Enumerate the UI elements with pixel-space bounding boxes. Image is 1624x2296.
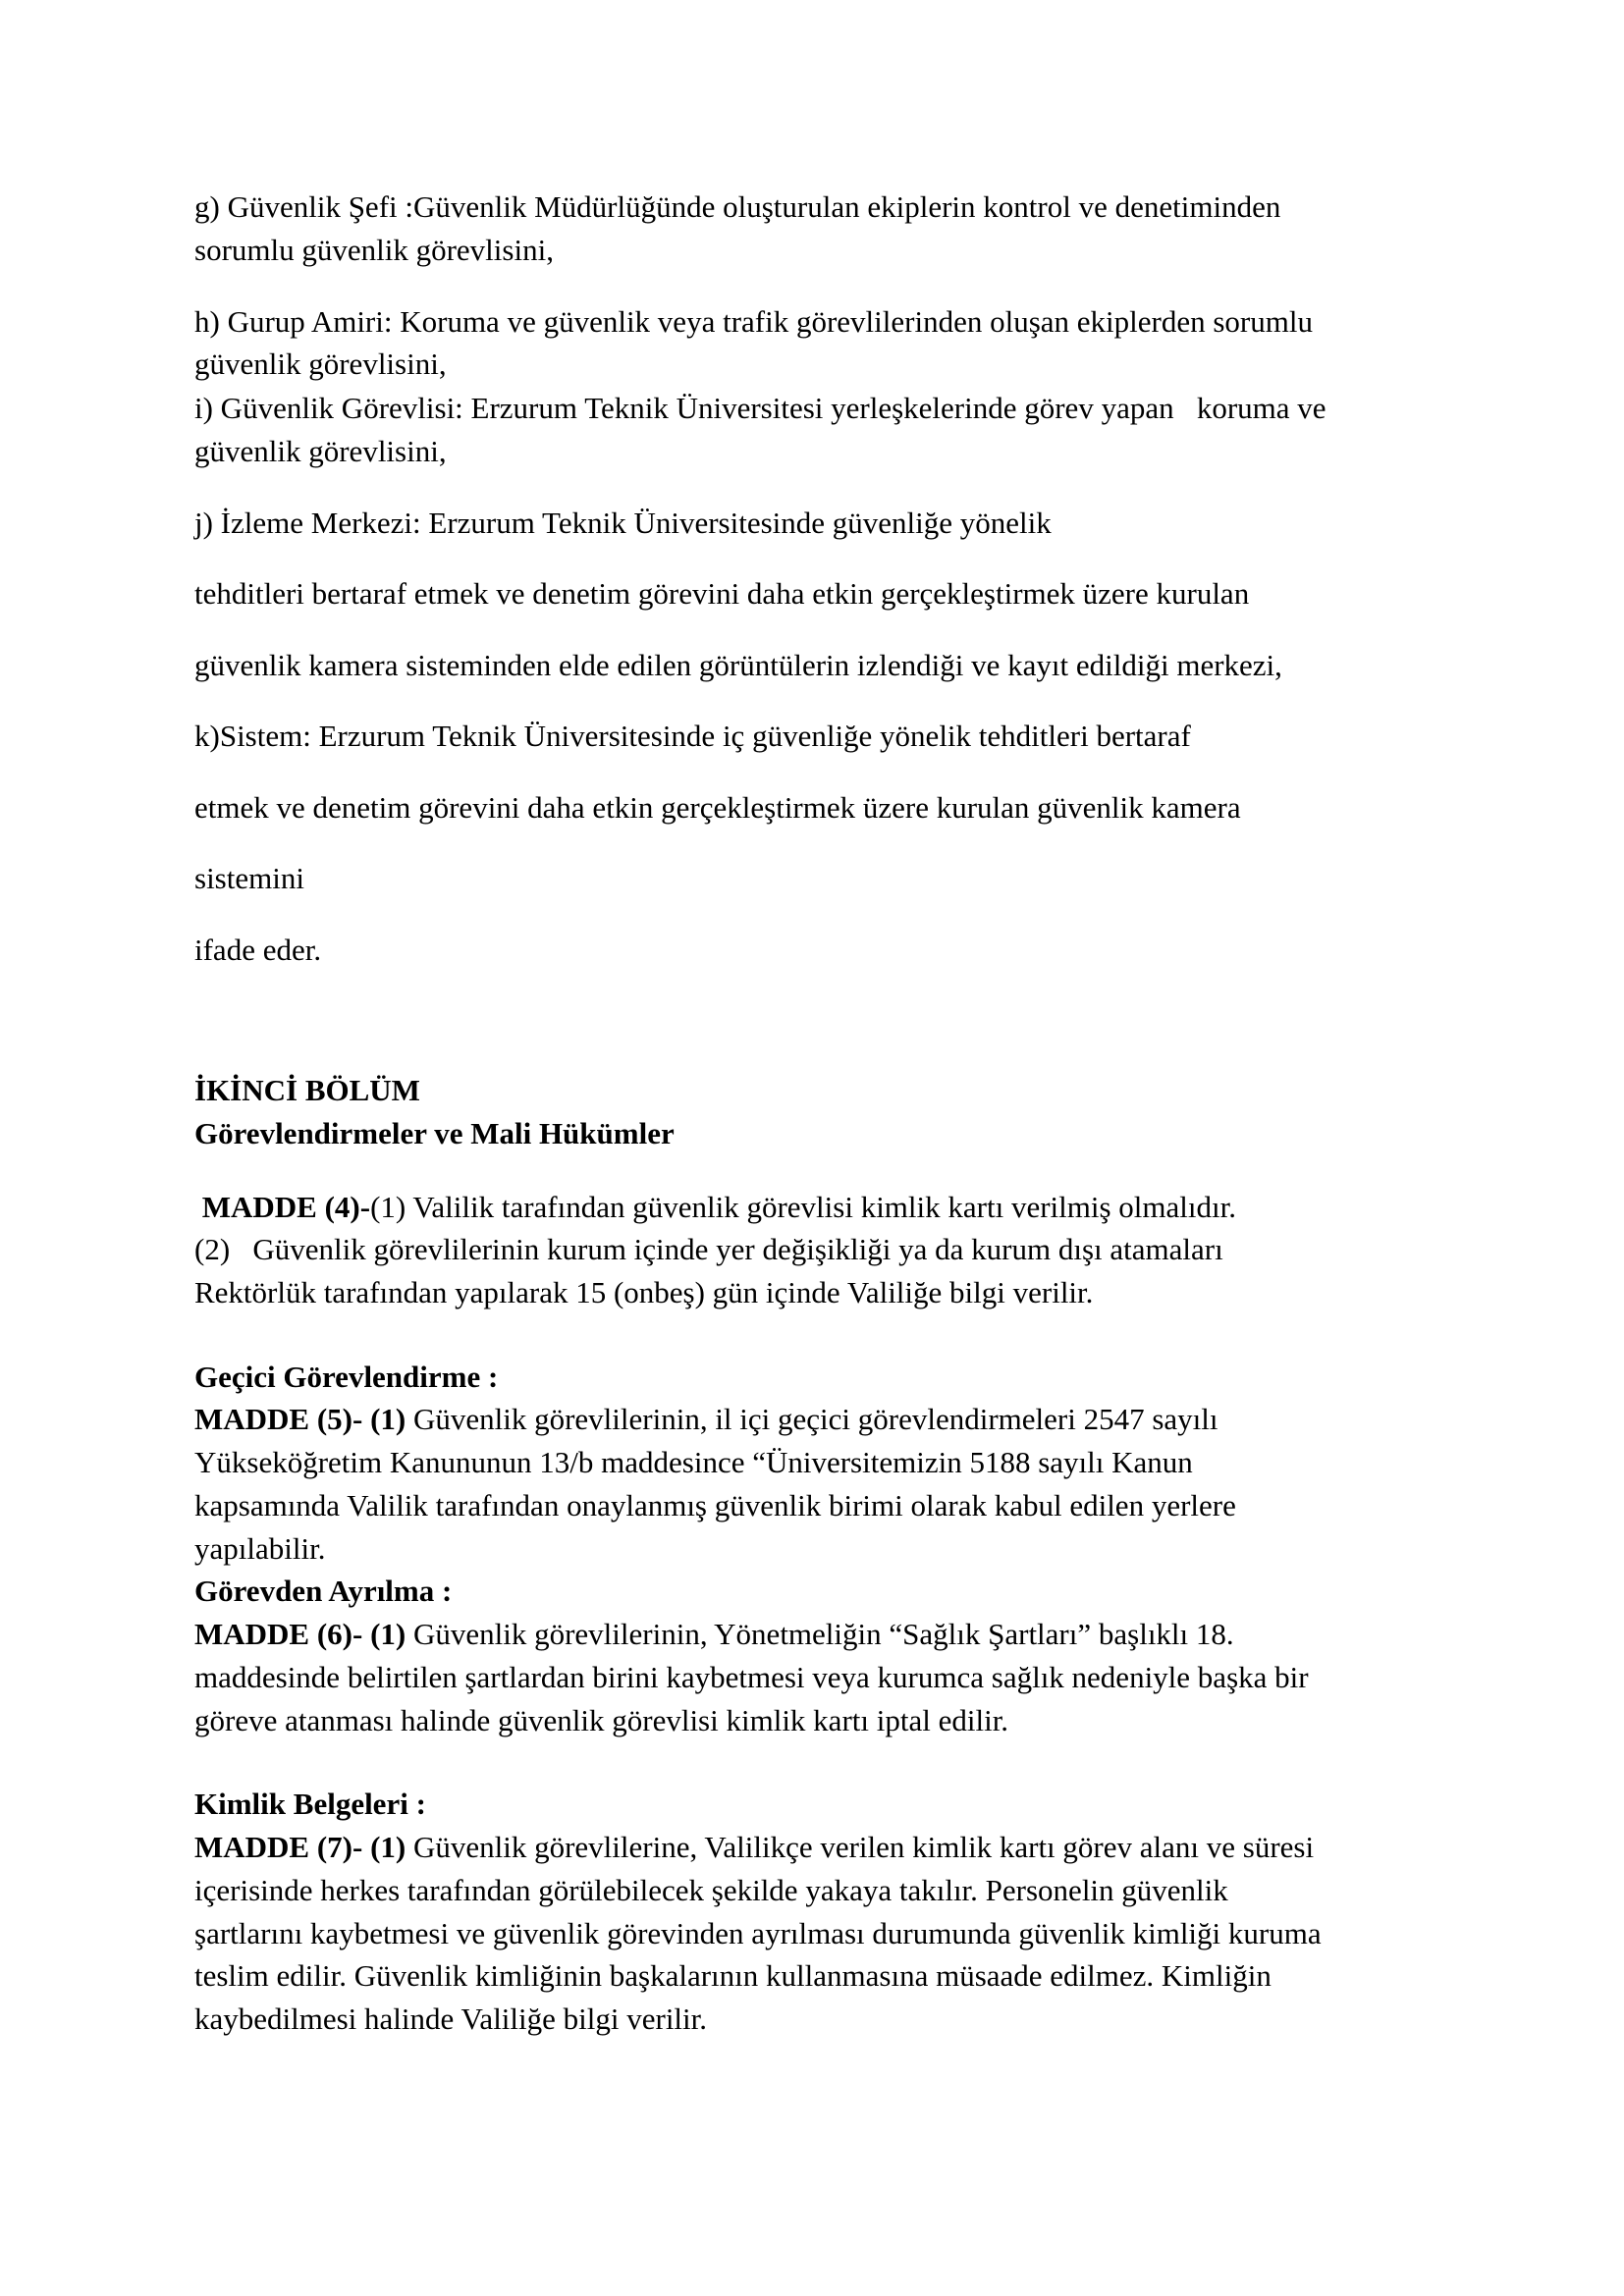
definition-g-line-1: g) Güvenlik Şefi :Güvenlik Müdürlüğünde oluşturulan ekiplerin kontrol ve denetiminden [194,189,1281,224]
definition-k-line-2: etmek ve denetim görevini daha etkin gerçekleştirmek üzere kurulan güvenlik kamera [194,790,1241,825]
article-7-label: MADDE (7)- (1) [194,1830,406,1864]
definition-h-line-1: h) Gurup Amiri: Koruma ve güvenlik veya trafik görevlilerinden oluşan ekiplerden sorumlu [194,304,1313,339]
article-7-line-2: içerisinde herkes tarafından görülebilecek şekilde yakaya takılır. Personelin güvenlik [194,1873,1228,1907]
definitions-closing: ifade eder. [194,933,322,967]
definition-k-line-1: k)Sistem: Erzurum Teknik Üniversitesinde iç güvenliğe yönelik tehditleri bertaraf [194,719,1191,753]
article-5-line-4: yapılabilir. [194,1531,326,1566]
article-5-line-3: kapsamında Valilik tarafından onaylanmış güvenlik birimi olarak kabul edilen yerlere [194,1488,1236,1522]
article-5-line-2: Yükseköğretim Kanununun 13/b maddesince “Üniversitemizin 5188 sayılı Kanun [194,1445,1193,1479]
article-6-heading: Görevden Ayrılma : [194,1574,453,1608]
definition-i-line-1: i) Güvenlik Görevlisi: Erzurum Teknik Üniversitesi yerleşkelerinde görev yapan koruma ve [194,391,1326,425]
article-6-text: Güvenlik görevlilerinin, Yönetmeliğin “Sağlık Şartları” başlıklı 18. [406,1617,1234,1651]
article-7-line-3: şartlarını kaybetmesi ve güvenlik görevinden ayrılması durumunda güvenlik kimliği kuruma [194,1916,1322,1950]
definition-k-line-3: sistemini [194,861,304,895]
chapter-title: İKİNCİ BÖLÜM [194,1073,420,1107]
definition-g-line-2: sorumlu güvenlik görevlisini, [194,233,554,267]
article-6-line-2: maddesinde belirtilen şartlardan birini kaybetmesi veya kurumca sağlık nedeniyle başka bir [194,1660,1309,1694]
article-7-line-4: teslim edilir. Güvenlik kimliğinin başkalarının kullanmasına müsaade edilmez. Kimliğin [194,1958,1272,1993]
article-5-text: Güvenlik görevlilerinin, il içi geçici görevlendirmeleri 2547 sayılı [406,1402,1218,1436]
definition-j-line-2: tehditleri bertaraf etmek ve denetim görevini daha etkin gerçekleştirmek üzere kurulan [194,576,1250,611]
article-6-label: MADDE (6)- (1) [194,1617,406,1651]
article-4-text: (1) Valilik tarafından güvenlik görevlisi kimlik kartı verilmiş olmalıdır. [370,1190,1236,1224]
article-5-line-1 [194,1404,1218,1434]
definition-j-line-3: güvenlik kamera sisteminden elde edilen görüntülerin izlendiği ve kayıt edildiği merkezi, [194,648,1282,682]
article-5-label: MADDE (5)- (1) [194,1402,406,1436]
article-6-line-1 [194,1619,1234,1649]
article-7-text: Güvenlik görevlilerine, Valilikçe verilen kimlik kartı görev alanı ve süresi [406,1830,1315,1864]
article-4-line-1 [194,1192,1236,1222]
chapter-subtitle: Görevlendirmeler ve Mali Hükümler [194,1116,675,1150]
article-7-heading: Kimlik Belgeleri : [194,1787,426,1821]
article-7-line-1 [194,1832,1314,1862]
definition-i-line-2: güvenlik görevlisini, [194,434,447,468]
definition-j-line-1: j) İzleme Merkezi: Erzurum Teknik Üniversitesinde güvenliğe yönelik [194,506,1052,540]
article-7-line-5: kaybedilmesi halinde Valiliğe bilgi verilir. [194,2002,708,2036]
article-4-label: MADDE (4)- [194,1190,371,1224]
definition-h-line-2: güvenlik görevlisini, [194,347,447,381]
article-4-line-2: (2) Güvenlik görevlilerinin kurum içinde yer değişikliği ya da kurum dışı atamaları [194,1232,1223,1266]
article-4-line-3: Rektörlük tarafından yapılarak 15 (onbeş) gün içinde Valiliğe bilgi verilir. [194,1275,1094,1309]
article-6-line-3: göreve atanması halinde güvenlik görevlisi kimlik kartı iptal edilir. [194,1703,1009,1737]
article-5-heading: Geçici Görevlendirme : [194,1360,499,1394]
